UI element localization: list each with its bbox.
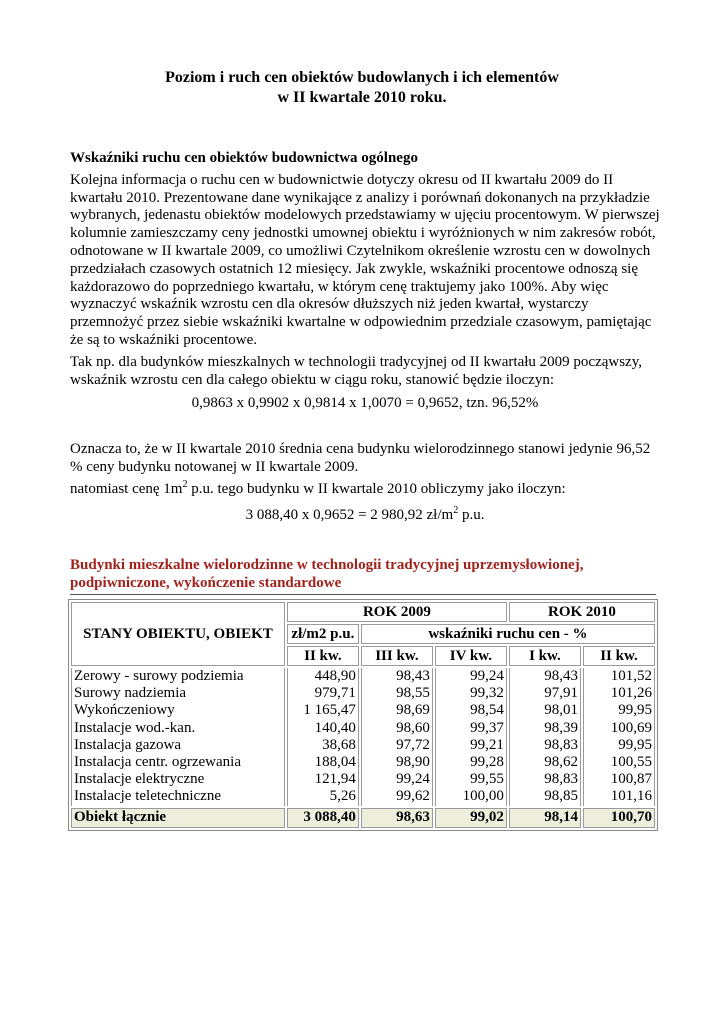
table-cell: 98,43	[544, 668, 578, 684]
main-content	[70, 150, 660, 524]
title-line-1: Poziom i ruch cen obiektów budowlanych i ich elementów	[165, 69, 559, 86]
table-cell: 98,83	[544, 771, 578, 788]
section-title-line-2: podpiwniczone, wykończenie standardowe	[70, 575, 342, 591]
section-title-line-1: Budynki mieszkalne wielorodzinne w technologii tradycyjnej uprzemysłowionej,	[70, 557, 584, 573]
row-name: Zerowy - surowy podziemia	[74, 668, 244, 684]
table-section-title	[70, 556, 656, 595]
table-cell: 99,24	[470, 668, 504, 684]
table-cell: 99,28	[470, 754, 504, 771]
row-name: Instalacja gazowa	[74, 736, 182, 753]
price-formula-unit: p.u.	[458, 506, 485, 523]
table-cell: 99,62	[396, 788, 430, 805]
price-intro-text: natomiast cenę 1m	[70, 480, 183, 497]
header-quarter: II kw.	[583, 646, 655, 666]
header-quarter: III kw.	[361, 646, 433, 666]
header-stany-obiektu: STANY OBIEKTU, OBIEKT	[71, 602, 285, 666]
formula-product: 0,9863 x 0,9902 x 0,9814 x 1,0070 = 0,9652, tzn. 96,52%	[191, 395, 539, 412]
formula-price	[70, 504, 660, 525]
header-wskazniki: wskaźniki ruchu cen - %	[361, 624, 655, 644]
header-quarter: I kw.	[509, 646, 581, 666]
header-quarter: IV kw.	[435, 646, 507, 666]
table-cell: 98,39	[544, 719, 578, 736]
column-index-2010-q2	[583, 668, 655, 806]
table-cell: 38,68	[322, 736, 356, 753]
row-name: Surowy nadziemia	[74, 685, 187, 702]
table-body-block	[71, 668, 655, 806]
table-cell: 97,72	[396, 736, 430, 753]
table-cell: 99,95	[618, 736, 652, 753]
table-cell: 99,95	[618, 702, 652, 719]
price-index-table	[68, 599, 658, 831]
table-cell: 101,26	[610, 685, 652, 702]
total-label: Obiekt łącznie	[71, 808, 285, 828]
total-cell: 99,02	[435, 808, 507, 828]
row-name: Instalacje elektryczne	[74, 771, 205, 788]
total-cell: 3 088,40	[287, 808, 359, 828]
paragraph-price-intro	[70, 478, 660, 499]
price-formula-text: 3 088,40 x 0,9652 = 2 980,92 zł/m	[245, 506, 454, 523]
table-cell: 98,54	[470, 702, 504, 719]
header-rok-2009: ROK 2009	[287, 602, 507, 622]
table-cell: 100,69	[610, 719, 652, 736]
row-name: Wykończeniowy	[74, 702, 175, 719]
row-name: Instalacje wod.-kan.	[74, 719, 196, 736]
table-cell: 140,40	[314, 719, 356, 736]
table-total-row	[71, 808, 655, 828]
superscript: 2	[453, 504, 459, 516]
price-intro-text-end: p.u. tego budynku w II kwartale 2010 obliczymy jako iloczyn:	[187, 480, 566, 497]
row-name: Instalacja centr. ogrzewania	[74, 754, 241, 771]
table-cell: 99,24	[396, 771, 430, 788]
table-cell: 448,90	[314, 668, 356, 684]
column-names	[71, 668, 285, 806]
column-index-2009-q3	[361, 668, 433, 806]
table-cell: 5,26	[329, 788, 356, 805]
header-rok-2010: ROK 2010	[509, 602, 655, 622]
table-cell: 99,37	[470, 719, 504, 736]
table-cell: 98,01	[544, 702, 578, 719]
total-cell: 98,14	[509, 808, 581, 828]
section-subtitle: Wskaźniki ruchu cen obiektów budownictwa ogólnego	[70, 150, 418, 166]
total-cell: 100,70	[583, 808, 655, 828]
table-cell: 121,94	[314, 771, 356, 788]
paragraph-intro: Kolejna informacja o ruchu cen w budownictwie dotyczy okresu od II kwartału 2009 do II kwartału 2010. Prezentowane dane wynikające z analizy i porównań dokonanych na przykładzie wybranych, jedenastu obiektów modelowych przedstawiamy w ujęciu procentowym. W pierwszej kolumnie zamieszczamy ceny jednostki umownej obiektu i wyróżnionych w nim zakresów robót, odnotowane w II kwartale 2009, co umożliwi Czytelnikom określenie wzrostu cen w dowolnych przedziałach czasowych ostatnich 12 miesięcy. Jak zwykle, wskaźniki procentowe odnoszą się każdorazowo do poprzedniego kwartału, w którym cenę traktujemy jako 100%. Aby więc wyznaczyć wskaźnik wzrostu cen dla okresów dłuższych niż jeden kwartał, wystarczy przemnożyć przez siebie wskaźniki kwartalne w odpowiednim przedziale czasowym, pamiętając że są to wskaźniki procentowe.	[70, 171, 660, 348]
table-cell: 99,32	[470, 685, 504, 702]
column-index-2010-q1	[509, 668, 581, 806]
page-title	[0, 68, 724, 108]
table-cell: 98,62	[544, 754, 578, 771]
table-cell: 99,55	[470, 771, 504, 788]
table-cell: 188,04	[314, 754, 356, 771]
table-cell: 1 165,47	[303, 702, 356, 719]
table-cell: 99,21	[470, 736, 504, 753]
table-cell: 98,85	[544, 788, 578, 805]
table-cell: 100,00	[462, 788, 504, 805]
table-cell: 98,90	[396, 754, 430, 771]
table-cell: 100,55	[610, 754, 652, 771]
table-cell: 101,16	[610, 788, 652, 805]
table-cell: 100,87	[610, 771, 652, 788]
table-cell: 97,91	[544, 685, 578, 702]
paragraph-meaning: Oznacza to, że w II kwartale 2010 średnia cena budynku wielorodzinnego stanowi jedynie 96,52 % ceny budynku notowanej w II kwartale 2009.	[70, 441, 651, 475]
table-cell: 98,43	[396, 668, 430, 684]
table-cell: 98,55	[396, 685, 430, 702]
table-cell: 101,52	[610, 668, 652, 684]
superscript: 2	[182, 478, 188, 490]
table-cell: 98,69	[396, 702, 430, 719]
header-quarter: II kw.	[287, 646, 359, 666]
column-index-2009-q4	[435, 668, 507, 806]
table-cell: 979,71	[314, 685, 356, 702]
paragraph-example: Tak np. dla budynków mieszkalnych w technologii tradycyjnej od II kwartału 2009 począwszy, wskaźnik wzrostu cen dla całego obiektu w ciągu roku, stanowić będzie iloczyn:	[70, 353, 642, 388]
column-price-2009-q2	[287, 668, 359, 806]
title-line-2: w II kwartale 2010 roku.	[277, 89, 447, 106]
table-cell: 98,83	[544, 736, 578, 753]
row-name: Instalacje teletechniczne	[74, 788, 221, 805]
table-cell: 98,60	[396, 719, 430, 736]
header-zl-m2: zł/m2 p.u.	[287, 624, 359, 644]
total-cell: 98,63	[361, 808, 433, 828]
